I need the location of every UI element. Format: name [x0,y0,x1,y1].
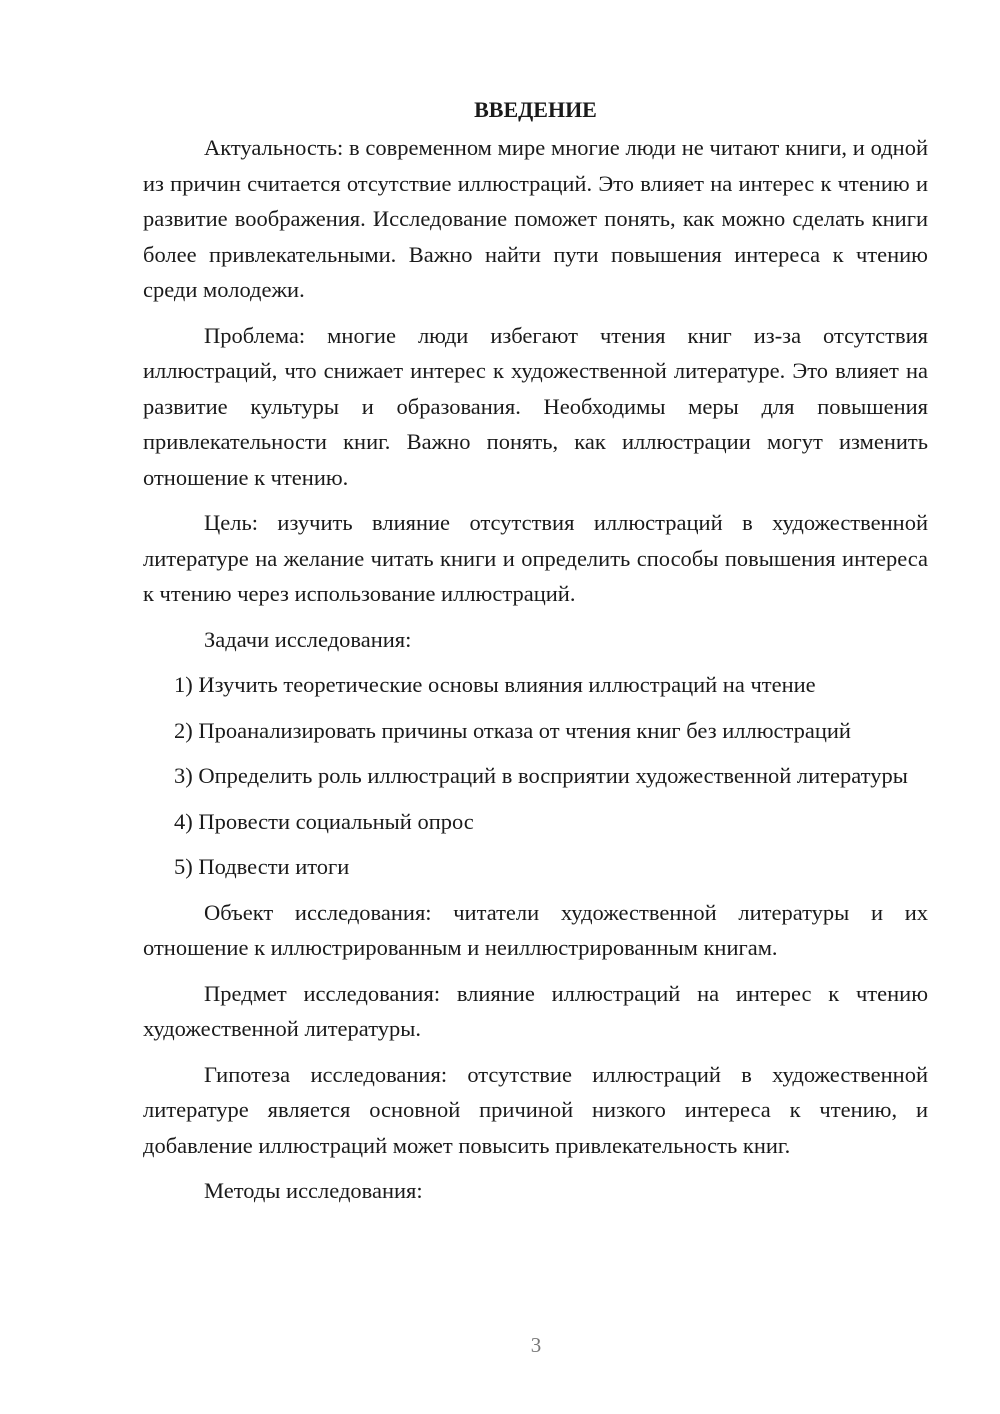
hypothesis-paragraph: Гипотеза исследования: отсутствие иллюстраций в художественной литературе является основной причиной низкого интереса к чтению, и добавление иллюстраций может повысить привлекательность книг. [143,1061,928,1158]
task-item-2: 2) Проанализировать причины отказа от чтения книг без иллюстраций [174,717,851,743]
tasks-title: Задачи исследования: [204,626,412,652]
page-number: 3 [530,1333,542,1357]
page-title: ВВЕДЕНИЕ [474,97,597,122]
task-item-3: 3) Определить роль иллюстраций в восприятии художественной литературы [174,763,908,788]
task-item-5: 5) Подвести итоги [174,854,350,879]
subject-paragraph: Предмет исследования: влияние иллюстраций на интерес к чтению художественной литературы. [143,980,928,1041]
relevance-paragraph: Актуальность: в современном мире многие люди не читают книги, и одной из причин считается отсутствие иллюстраций. Это влияет на интерес к чтению и развитие воображения. Исследование поможет понять, как можно сделать книги более привлекательными. Важно найти пути повышения интереса к чтению среди молодежи. [143,135,928,302]
problem-paragraph: Проблема: многие люди избегают чтения книг из-за отсутствия иллюстраций, что снижает интерес к художественной литературе. Это влияет на развитие культуры и образования. Необходимы меры для повышения привлекательности книг. Важно понять, как иллюстрации могут изменить отношение к чтению. [143,322,928,490]
object-paragraph: Объект исследования: читатели художественной литературы и их отношение к иллюстрированным и неиллюстрированным книгам. [143,899,928,960]
goal-paragraph: Цель: изучить влияние отсутствия иллюстраций в художественной литературе на желание читать книги и определить способы повышения интереса к чтению через использование иллюстраций. [143,510,928,606]
task-item-4: 4) Провести социальный опрос [174,808,474,834]
document-page [143,92,928,1209]
methods-title: Методы исследования: [204,1178,423,1203]
task-item-1: 1) Изучить теоретические основы влияния иллюстраций на чтение [174,672,816,697]
